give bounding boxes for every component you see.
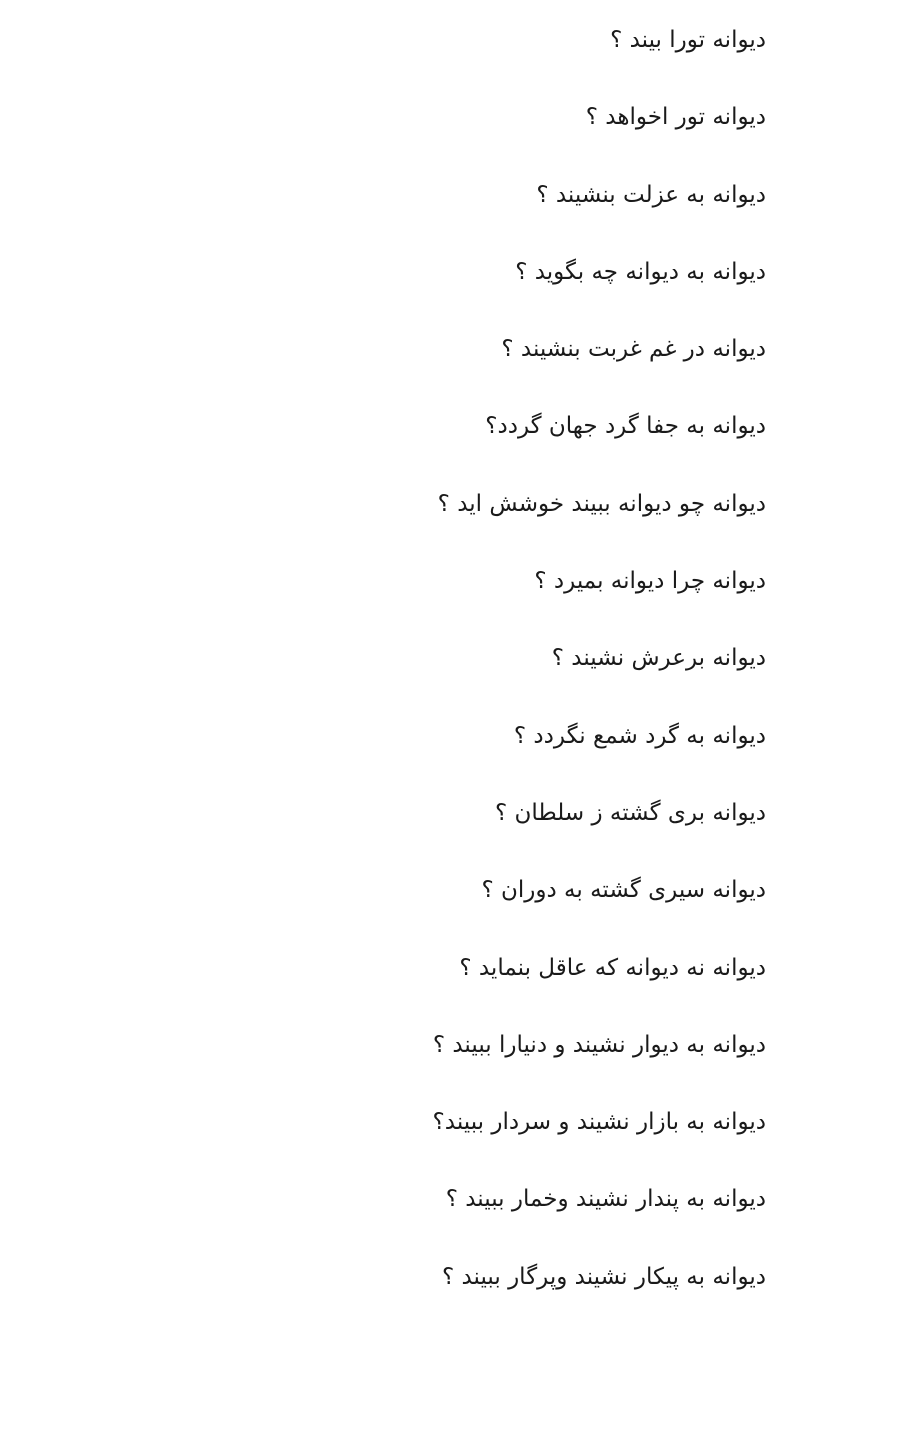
poem-line-14: دیوانه به دیوار نشیند و دنیارا ببیند ؟ (432, 1031, 766, 1058)
poem-line-6: دیوانه به جفا گرد جهان گردد؟ (485, 413, 766, 440)
poem-line-13: دیوانه نه دیوانه که عاقل بنماید ؟ (459, 954, 766, 981)
poem-line-15: دیوانه به بازار نشیند و سردار ببیند؟ (432, 1109, 766, 1136)
poem-line-1: دیوانه تورا بیند ؟ (610, 27, 766, 53)
poem-line-9: دیوانه برعرش نشیند ؟ (551, 645, 766, 672)
poem-line-8: دیوانه چرا دیوانه بمیرد ؟ (534, 568, 766, 595)
poem-line-4: دیوانه به دیوانه چه بگوید ؟ (515, 258, 766, 285)
poem-line-5: دیوانه در غم غربت بنشیند ؟ (501, 336, 766, 363)
poem-line-7: دیوانه چو دیوانه ببیند خوشش اید ؟ (437, 490, 766, 517)
poem-line-12: دیوانه سیری گشته به دوران ؟ (481, 877, 766, 904)
poem-line-2: دیوانه تور اخواهد ؟ (585, 104, 766, 131)
poem-line-17: دیوانه به پیکار نشیند وپرگار ببیند ؟ (441, 1263, 766, 1290)
poem-line-10: دیوانه به گرد شمع نگردد ؟ (513, 722, 766, 749)
poem (0, 18, 766, 1332)
poem-line-11: دیوانه بری گشته ز سلطان ؟ (494, 799, 766, 826)
poem-line-16: دیوانه به پندار نشیند وخمار ببیند ؟ (445, 1186, 766, 1213)
poem-line-3: دیوانه به عزلت بنشیند ؟ (536, 181, 766, 208)
